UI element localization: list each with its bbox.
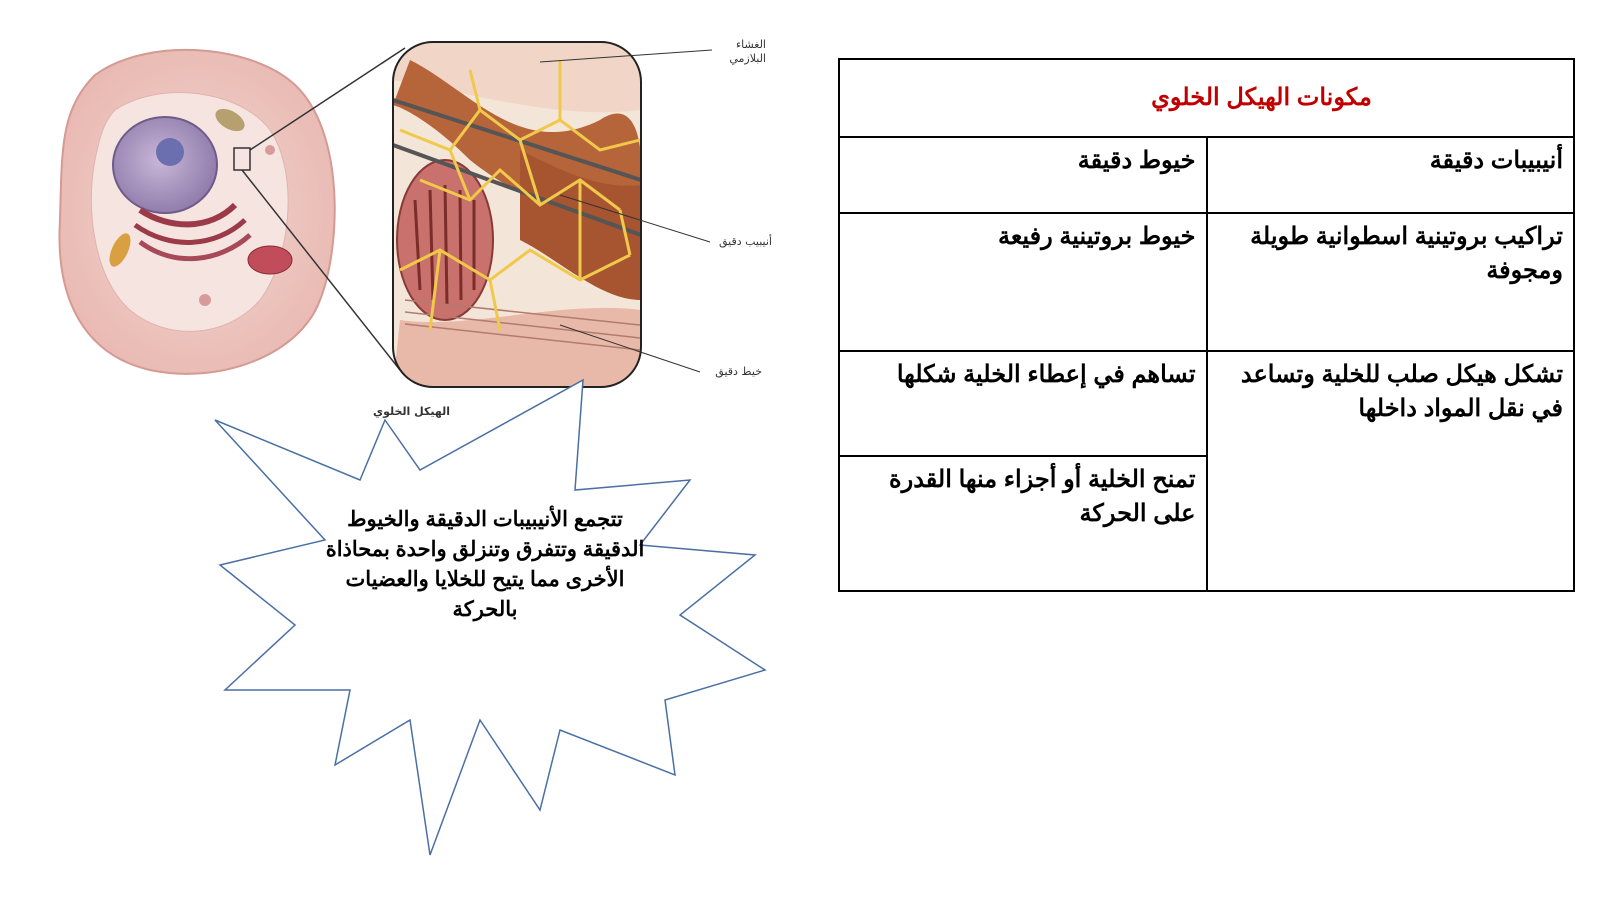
structure-microfilaments: خيوط بروتينية رفيعة [839,213,1207,351]
nucleolus [156,138,184,166]
header-microtubules: أنيبيبات دقيقة [1207,137,1575,213]
membrane-label: الغشاء البلازمي [729,38,766,65]
zoom-panel [393,42,641,387]
callout-text: تتجمع الأنيبيبات الدقيقة والخيوط الدقيقة وتتفرق وتنزلق واحدة بمحاذاة الأخرى مما يتيح للخلايا والعضيات بالحركة [325,508,645,621]
header-microfilaments: خيوط دقيقة [839,137,1207,213]
structure-microtubules: تراكيب بروتينية اسطوانية طويلة ومجوفة [1207,213,1575,351]
cytoskeleton-figure [0,0,800,900]
table-title-row [839,59,1574,137]
table-structure-row [839,213,1574,351]
cell-illustration [0,0,800,900]
microfilament-label: خيط دقيق [715,365,762,378]
table-title: مكونات الهيكل الخلوي [839,59,1574,137]
cytoskeleton-table [838,58,1575,592]
table-header-row [839,137,1574,213]
table-function-row [839,351,1574,456]
function-microtubules: تشكل هيكل صلب للخلية وتساعد في نقل المواد داخلها [1207,351,1575,591]
figure-caption: الهيكل الخلوي [373,405,450,418]
function-microfilaments-1: تساهم في إعطاء الخلية شكلها [839,351,1207,456]
function-microfilaments-2: تمنح الخلية أو أجزاء منها القدرة على الحركة [839,456,1207,591]
cell-body [59,50,334,374]
microtubule-label: أنيبيب دقيق [718,235,772,248]
